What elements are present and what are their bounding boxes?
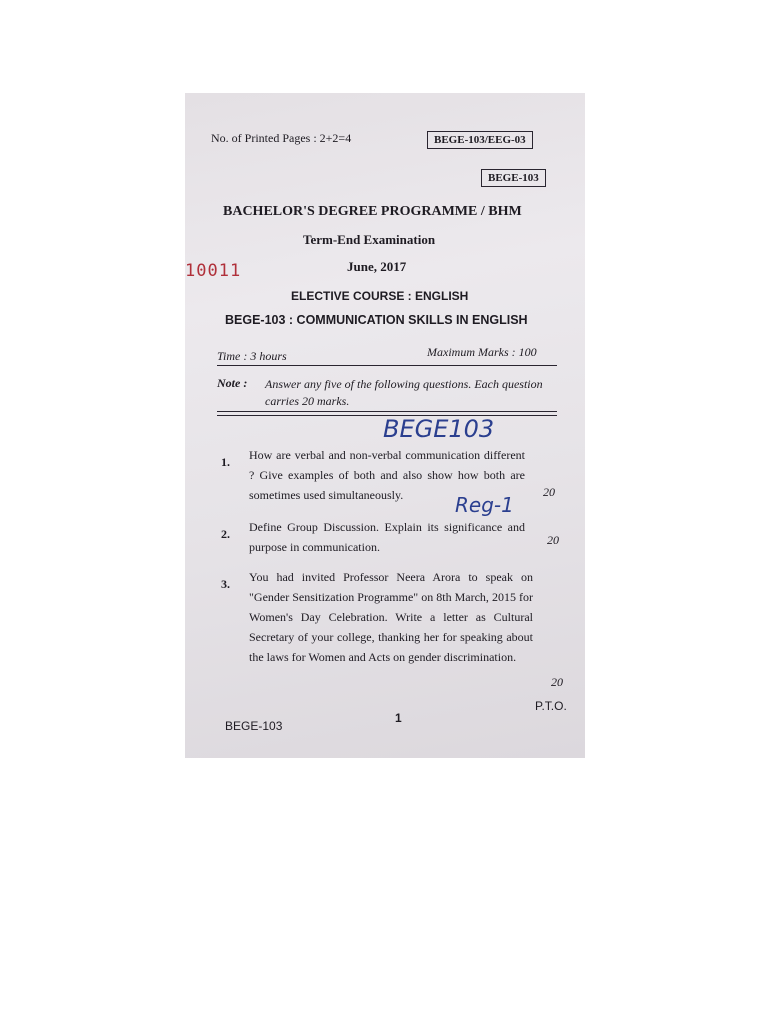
- note-text: Answer any five of the following questions. Each question carries 20 marks.: [265, 377, 543, 408]
- page-number: 1: [395, 711, 402, 725]
- handwritten-scribble: Reg-1: [455, 493, 514, 517]
- note-label: Note :: [217, 376, 248, 390]
- serial-stamp: 10011: [185, 261, 242, 281]
- time-allowed: Time : 3 hours: [217, 349, 287, 363]
- printed-pages: No. of Printed Pages : 2+2=4: [211, 131, 352, 145]
- exam-date: June, 2017: [347, 259, 407, 274]
- question-2-number: 2.: [221, 527, 230, 541]
- divider-top: [217, 365, 557, 366]
- question-1-text: How are verbal and non-verbal communication different ? Give examples of both and also show how both are sometimes used simultaneously.: [249, 448, 525, 502]
- question-3-number: 3.: [221, 577, 230, 591]
- question-2-text: Define Group Discussion. Explain its significance and purpose in communication.: [249, 520, 525, 554]
- question-1-number: 1.: [221, 455, 230, 469]
- question-3-marks: 20: [551, 675, 563, 689]
- question-1-marks: 20: [543, 485, 555, 499]
- code-box-primary: BEGE-103/EEG-03: [427, 131, 533, 149]
- course-title: BEGE-103 : COMMUNICATION SKILLS IN ENGLISH: [225, 313, 528, 327]
- pto: P.T.O.: [535, 699, 567, 713]
- question-3-text: You had invited Professor Neera Arora to speak on "Gender Sensitization Programme" on 8th March, 2015 for Women's Day Celebration. Write a letter as Cultural Secretary of your college, thanking her for speaking about the laws for Women and Acts on gender discrimination.: [249, 570, 533, 664]
- maximum-marks: Maximum Marks : 100: [427, 345, 537, 359]
- question-2-marks: 20: [547, 533, 559, 547]
- exam-paper: [185, 93, 585, 758]
- footer-code: BEGE-103: [225, 719, 283, 733]
- handwritten-code: BEGE103: [383, 415, 495, 443]
- exam-title: Term-End Examination: [303, 232, 436, 247]
- programme-title: BACHELOR'S DEGREE PROGRAMME / BHM: [223, 204, 522, 219]
- divider-bottom-1: [217, 411, 557, 412]
- course-type: ELECTIVE COURSE : ENGLISH: [291, 289, 469, 303]
- code-box-secondary: BEGE-103: [481, 169, 546, 187]
